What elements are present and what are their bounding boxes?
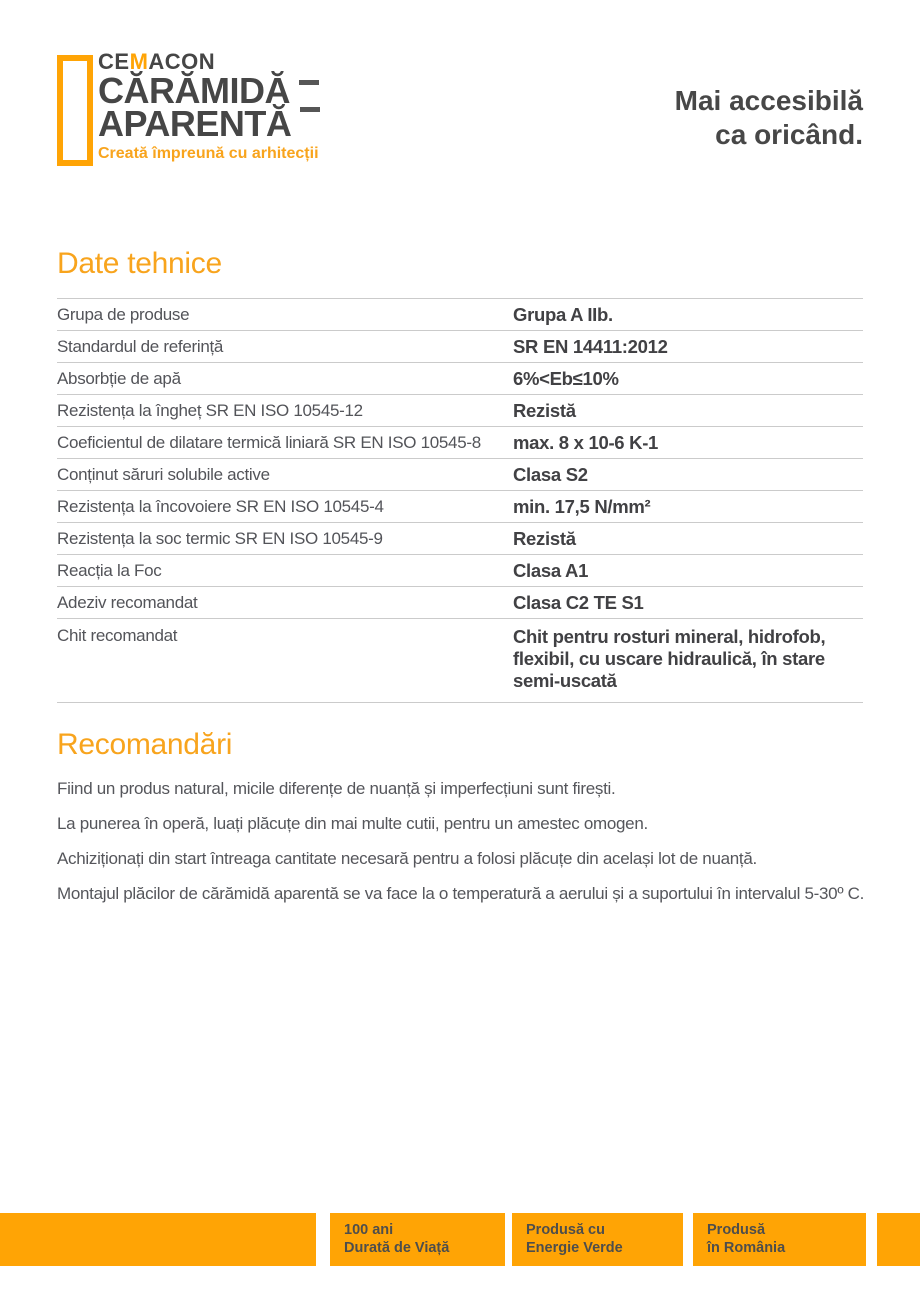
badge-text [330, 1213, 505, 1257]
row-value: max. 8 x 10-6 K-1 [513, 431, 659, 453]
row-value: Clasa S2 [513, 463, 588, 485]
table-row [57, 490, 863, 522]
row-value: SR EN 14411:2012 [513, 335, 668, 357]
logo-tagline: Creată împreună cu arhitecții [98, 145, 319, 162]
row-value: Clasa A1 [513, 559, 589, 581]
footer-orange-bar-left [0, 1213, 316, 1266]
footer-badge-lifetime [330, 1213, 505, 1266]
row-value: Grupa A IIb. [513, 303, 613, 325]
row-label: Conținut săruri solubile active [57, 464, 270, 484]
row-value: Rezistă [513, 399, 576, 421]
badge-line1: Produsă [707, 1222, 766, 1238]
row-label: Rezistența la soc termic SR EN ISO 10545-9 [57, 528, 383, 548]
logo-dash-icon [300, 107, 320, 112]
slogan-line2: ca oricând. [715, 119, 863, 150]
badge-text [693, 1213, 866, 1257]
table-row [57, 362, 863, 394]
row-value: 6%<Eb≤10% [513, 367, 619, 389]
row-label: Standardul de referință [57, 336, 224, 356]
table-row [57, 394, 863, 426]
table-row [57, 426, 863, 458]
footer-badge-made-in-romania [693, 1213, 866, 1266]
row-value: Clasa C2 TE S1 [513, 591, 644, 613]
row-value: Rezistă [513, 527, 576, 549]
recommendations-section [57, 728, 865, 918]
row-value: min. 17,5 N/mm² [513, 495, 651, 517]
row-label: Coeficientul de dilatare termică liniară SR EN ISO 10545-8 [57, 432, 481, 452]
recommendation-paragraph: Achiziționați din start întreaga cantitate necesară pentru a folosi plăcuțe din același lot de nuanță. [57, 849, 757, 868]
row-label: Reacția la Foc [57, 560, 162, 580]
badge-line2: Energie Verde [526, 1239, 623, 1256]
header-slogan [675, 84, 863, 152]
logo-dash-icon [299, 80, 319, 85]
tech-section-title: Date tehnice [57, 247, 222, 280]
badge-text [512, 1213, 683, 1257]
row-label: Chit recomandat [57, 626, 178, 645]
row-label: Grupa de produse [57, 304, 190, 324]
badge-line2: în România [707, 1239, 786, 1256]
badge-line2: Durată de Viață [344, 1239, 450, 1256]
badge-line1: Produsă cu [526, 1222, 605, 1238]
badge-line1: 100 ani [344, 1222, 394, 1238]
footer-orange-bar-right [877, 1213, 920, 1266]
table-row [57, 298, 863, 330]
table-row [57, 618, 863, 703]
tech-data-table [57, 298, 863, 703]
table-row [57, 586, 863, 618]
recommendations-text [57, 778, 865, 905]
row-label: Absorbție de apă [57, 368, 181, 388]
logo-line1: CĂRĂMIDĂ [98, 74, 320, 107]
recommendation-paragraph: Montajul plăcilor de cărămidă aparentă se va face la o temperatură a aerului și a suportului în intervalul 5-30º C. [57, 884, 865, 903]
logo-block [98, 50, 320, 163]
brand-part2: ACON [148, 49, 216, 74]
row-value: Chit pentru rosturi mineral, hidrofob, flexibil, cu uscare hidraulică, în stare semi-uscată [513, 626, 826, 691]
table-row [57, 330, 863, 362]
brand-part1: CE [98, 49, 130, 74]
brand-m-icon: M [129, 49, 149, 74]
recommendation-paragraph: Fiind un produs natural, micile diferențe de nuanță și imperfecțiuni sunt firești. [57, 779, 616, 798]
row-label: Rezistența la îngheț SR EN ISO 10545-12 [57, 400, 363, 420]
row-label: Adeziv recomandat [57, 592, 198, 612]
logo-line2: APARENTĂ [98, 107, 320, 140]
table-row [57, 554, 863, 586]
brick-outline-icon [57, 55, 93, 166]
table-row [57, 522, 863, 554]
footer-badge-green-energy [512, 1213, 683, 1266]
slogan-line1: Mai accesibilă [674, 85, 863, 116]
recommendations-title: Recomandări [57, 728, 233, 761]
row-label: Rezistența la încovoiere SR EN ISO 10545-4 [57, 496, 384, 516]
table-row [57, 458, 863, 490]
recommendation-paragraph: La punerea în operă, luați plăcuțe din mai multe cutii, pentru un amestec omogen. [57, 814, 648, 833]
